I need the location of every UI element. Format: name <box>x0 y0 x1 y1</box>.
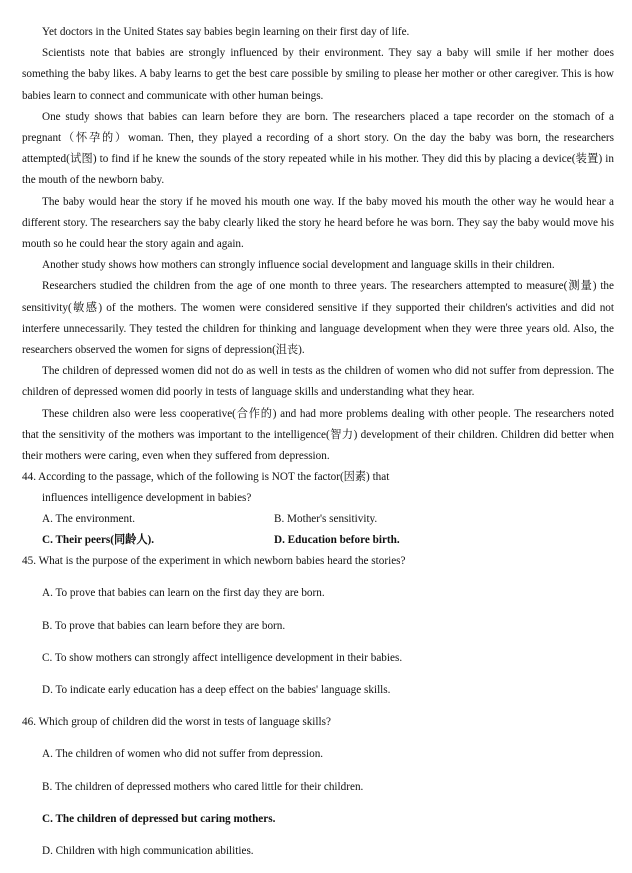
option-c: C. The children of depressed but caring mothers. <box>42 812 276 825</box>
option-c: C. Their peers(同龄人). <box>42 534 155 547</box>
option-a: A. To prove that babies can learn on the first day they are born. <box>42 587 325 600</box>
option-b: B. The children of depressed mothers who cared little for their children. <box>42 780 364 793</box>
passage-paragraph: The baby would hear the story if he moved his mouth one way. If the baby moved his mouth the other way he would hear a different story. The researchers say the baby clearly liked the story he heard before he was born. They say the baby would move his mouth so he could hear the story again and again. <box>22 195 614 251</box>
option-d: D. To indicate early education has a deep effect on the babies' language skills. <box>42 684 391 697</box>
question-stem: 46. Which group of children did the worst in tests of language skills? <box>22 716 331 729</box>
exam-page <box>22 22 614 873</box>
option-a: A. The children of women who did not suffer from depression. <box>42 748 324 761</box>
question-45 <box>22 551 614 701</box>
question-46 <box>22 712 614 862</box>
option-row <box>42 530 614 551</box>
option-b: B. Mother's sensitivity. <box>274 513 378 526</box>
option-row <box>42 509 614 530</box>
reading-passage <box>22 22 614 467</box>
question-stem: 45. What is the purpose of the experiment in which newborn babies heard the stories? <box>22 555 406 568</box>
option-a: A. The environment. <box>42 513 136 526</box>
passage-paragraph: Scientists note that babies are strongly influenced by their environment. They say a baby will smile if her mother does something the baby likes. A baby learns to get the best care possible by smiling to please her mother or other caregiver. This is how babies learn to connect and communicate with other human beings. <box>22 47 614 102</box>
question-list <box>22 467 614 862</box>
option-c: C. To show mothers can strongly affect intelligence development in their babies. <box>42 651 403 664</box>
option-b: B. To prove that babies can learn before they are born. <box>42 619 286 632</box>
passage-paragraph: These children also were less cooperative(合作的) and had more problems dealing with other people. The researchers noted that the sensitivity of the mothers was important to the intelligence(智力) development of their children. Children did better when their mothers were caring, even when they suffered from depression. <box>22 407 614 463</box>
option-d: D. Children with high communication abilities. <box>42 844 254 857</box>
question-stem-continued: influences intelligence development in babies? <box>42 492 252 505</box>
passage-paragraph: Researchers studied the children from the age of one month to three years. The researchers attempted to measure(测量) the sensitivity(敏感) of the mothers. The women were considered sensitive if they supported their children's activities and did not interfere unnecessarily. They tested the children for thinking and language development when they were three years old. Also, the researchers observed the women for signs of depression(沮丧). <box>22 280 614 357</box>
passage-paragraph: One study shows that babies can learn before they are born. The researchers placed a tape recorder on the stomach of a pregnant（怀孕的）woman. Then, they played a recording of a short story. On the day the baby was born, the researchers attempted(试图) to find if he knew the sounds of the story repeated while in his mother. They did this by placing a device(装置) in the mouth of the newborn baby. <box>22 110 614 187</box>
question-44 <box>22 467 614 551</box>
passage-paragraph: Yet doctors in the United States say babies begin learning on their first day of life. <box>42 26 410 38</box>
question-stem: 44. According to the passage, which of the following is NOT the factor(因素) that <box>22 471 390 484</box>
passage-paragraph: The children of depressed women did not do as well in tests as the children of women who did not suffer from depression. The children of depressed women did poorly in tests of language skills and understanding what they hear. <box>22 365 614 399</box>
option-d: D. Education before birth. <box>274 534 400 547</box>
passage-paragraph: Another study shows how mothers can strongly influence social development and language skills in their children. <box>42 259 555 272</box>
